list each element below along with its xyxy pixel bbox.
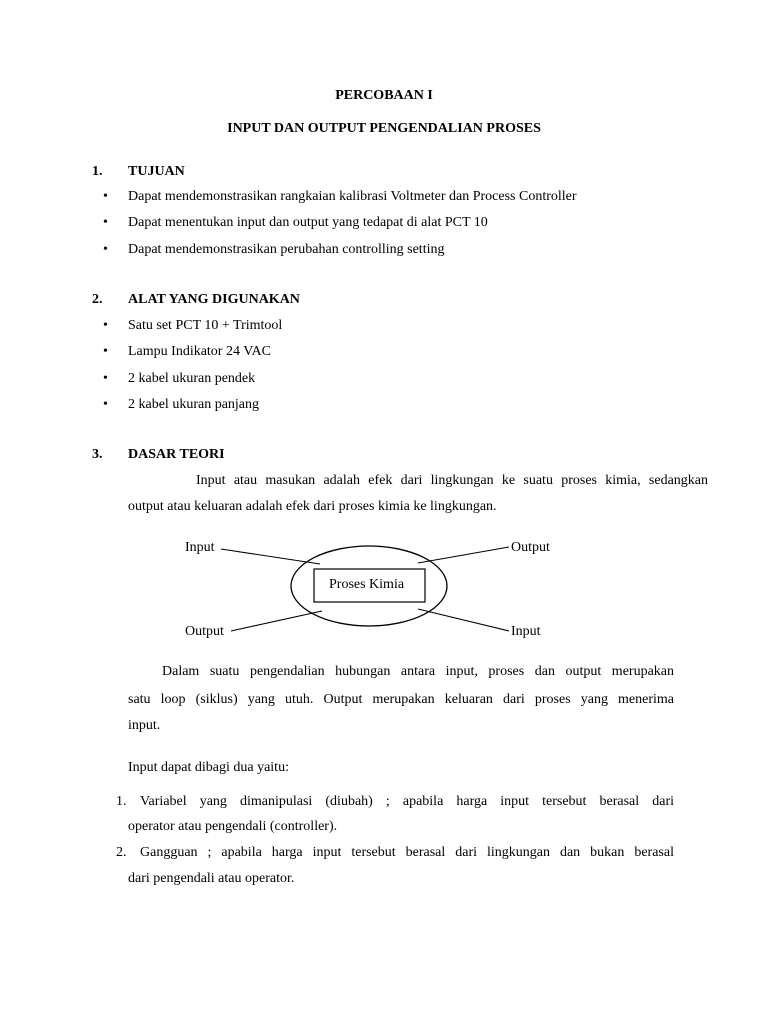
list-number: 1. xyxy=(116,794,127,809)
diagram-label-output-right: Output xyxy=(511,540,550,555)
list-item: operator atau pengendali (controller). xyxy=(128,819,338,834)
section-2-number: 2. xyxy=(92,292,103,307)
paragraph-line: Input dapat dibagi dua yaitu: xyxy=(128,760,289,775)
diagram-label-input-right: Input xyxy=(511,624,541,639)
list-item: Dapat mendemonstrasikan rangkaian kalibrasi Voltmeter dan Process Controller xyxy=(128,189,577,204)
document-title: PERCOBAAN I xyxy=(335,88,433,103)
list-item: Dapat mendemonstrasikan perubahan controlling setting xyxy=(128,242,445,257)
paragraph-line: Dalam suatu pengendalian hubungan antara input, proses dan output merupakan xyxy=(162,664,674,679)
section-2-title: ALAT YANG DIGUNAKAN xyxy=(128,292,300,307)
bullet-icon: • xyxy=(103,397,108,412)
list-item: Satu set PCT 10 + Trimtool xyxy=(128,318,283,333)
diagram-label-output-left: Output xyxy=(185,624,224,639)
paragraph-line: Input atau masukan adalah efek dari lingkungan ke suatu proses kimia, sedangkan xyxy=(196,473,708,488)
section-3-title: DASAR TEORI xyxy=(128,447,225,462)
connector-line xyxy=(221,549,320,564)
bullet-icon: • xyxy=(103,242,108,257)
section-1-number: 1. xyxy=(92,164,103,179)
section-1-title: TUJUAN xyxy=(128,164,185,179)
list-item: Gangguan ; apabila harga input tersebut berasal dari lingkungan dan bukan berasal xyxy=(140,845,674,860)
paragraph-line: satu loop (siklus) yang utuh. Output merupakan keluaran dari proses yang menerima xyxy=(128,692,674,707)
paragraph-line: output atau keluaran adalah efek dari proses kimia ke lingkungan. xyxy=(128,499,497,514)
bullet-icon: • xyxy=(103,318,108,333)
bullet-icon: • xyxy=(103,215,108,230)
list-item: 2 kabel ukuran pendek xyxy=(128,371,256,386)
paragraph-line: input. xyxy=(128,718,161,733)
connector-line xyxy=(418,609,509,631)
connector-line xyxy=(231,611,322,631)
list-item: 2 kabel ukuran panjang xyxy=(128,397,260,412)
diagram-label-input-left: Input xyxy=(185,540,215,555)
list-item: Lampu Indikator 24 VAC xyxy=(128,344,271,359)
bullet-icon: • xyxy=(103,371,108,386)
bullet-icon: • xyxy=(103,189,108,204)
connector-line xyxy=(418,547,509,563)
section-3-number: 3. xyxy=(92,447,103,462)
diagram-label-process: Proses Kimia xyxy=(329,577,405,592)
list-item: Dapat menentukan input dan output yang tedapat di alat PCT 10 xyxy=(128,215,488,230)
list-number: 2. xyxy=(116,845,127,860)
bullet-icon: • xyxy=(103,344,108,359)
list-item: Variabel yang dimanipulasi (diubah) ; apabila harga input tersebut berasal dari xyxy=(140,794,674,809)
document-subtitle: INPUT DAN OUTPUT PENGENDALIAN PROSES xyxy=(227,121,541,136)
list-item: dari pengendali atau operator. xyxy=(128,871,295,886)
